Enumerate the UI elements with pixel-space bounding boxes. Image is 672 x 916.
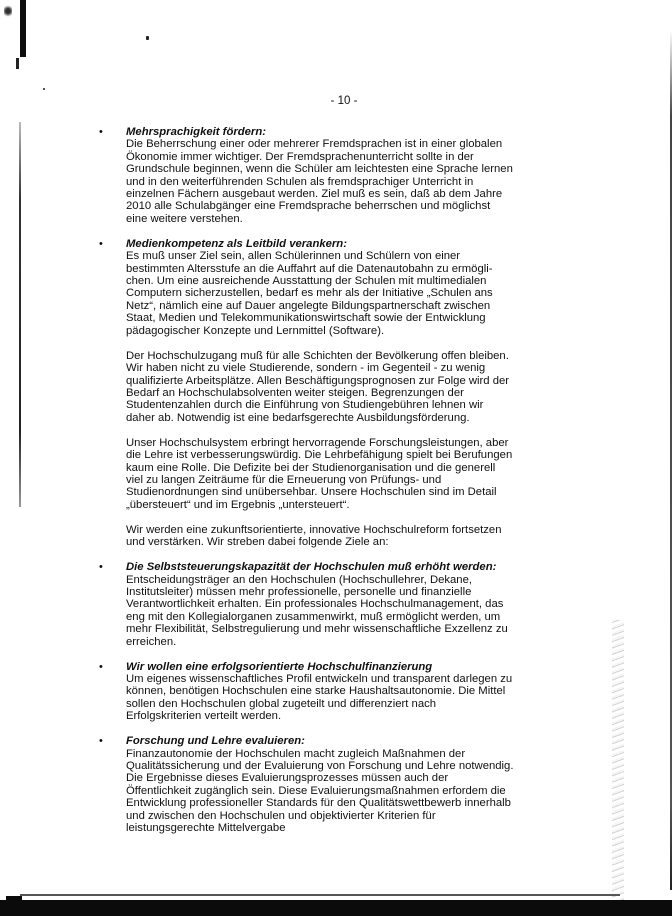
text-line: leistungsgerechte Mittelvergabe [126, 822, 286, 835]
text-line: Verantwortlichkeit erhalten. Ein professionales Hochschulmanagement, das [126, 598, 504, 611]
text-line: Grundschule beginnen, wenn die Schüler am leichtesten eine Sprache lernen [126, 163, 513, 176]
section-spacer [126, 424, 586, 437]
section-spacer [126, 723, 586, 736]
text-line: Entscheidungsträger an den Hochschulen (Hochschullehrer, Dekane, [126, 573, 473, 586]
section-heading: Mehrsprachigkeit fördern: [126, 126, 266, 138]
scan-artifact [4, 4, 12, 18]
text-line: qualifizierte Arbeitsplätze. Allen Beschäftigungsprognosen zur Folge wird der [126, 374, 510, 387]
text-line: Entwicklung professioneller Standards für den Qualitätswettbewerb innerhalb [126, 797, 511, 810]
scan-artifact [43, 88, 45, 90]
bullet-icon: • [99, 126, 103, 138]
text-line: Wir haben nicht zu viele Studierende, sondern - im Gegenteil - zu wenig [126, 362, 486, 375]
text-line: und in den weiterführenden Schulen als fremdsprachiger Unterricht in [126, 175, 474, 188]
section-spacer [126, 337, 586, 350]
paragraph [126, 350, 586, 424]
bullet-icon: • [99, 660, 103, 673]
scan-artifact [20, 0, 26, 57]
bullet-section [99, 561, 586, 648]
scan-artifact [16, 58, 19, 69]
text-line: eng mit den Kollegialorganen zusammenwirkt, muß ermöglicht werden, um [126, 610, 501, 623]
text-line: Die Beherrschung einer oder mehrerer Fremdsprachen ist in einer globalen [126, 138, 503, 151]
text-line: und verstärken. Wir streben dabei folgende Ziele an: [126, 536, 389, 549]
section-spacer [126, 225, 586, 238]
text-line: Institutsleiter) müssen mehr professionelle, personelle und finanzielle [126, 585, 472, 598]
document-body [99, 126, 586, 835]
section-spacer [126, 511, 586, 524]
page-number: - 10 - [330, 95, 358, 107]
section-heading: Medienkompetenz als Leitbild verankern: [126, 237, 347, 250]
bullet-icon: • [99, 735, 103, 748]
section-spacer [126, 648, 586, 661]
text-line: bestimmten Altersstufe an die Auffahrt auf die Datenautobahn zu ermögli- [126, 262, 493, 275]
paragraph [126, 524, 586, 549]
text-line: Qualitätssicherung und der Evaluierung von Forschung und Lehre notwendig. [126, 760, 514, 773]
text-line: „übersteuert“ und im Ergebnis „untersteuert“. [126, 498, 350, 511]
text-line: kaum eine Rolle. Die Defizite bei der Studienorganisation und die generell [126, 461, 496, 474]
bullet-icon: • [99, 561, 103, 574]
text-line: Netz“, nämlich eine auf Dauer angelegte Bildungspartnerschaft zwischen [126, 299, 491, 312]
text-line: Es muß unser Ziel sein, allen Schülerinnen und Schülern von einer [126, 250, 461, 263]
scan-artifact [20, 894, 620, 896]
text-line: daher ab. Notwendig ist eine bedarfsgerechte Ausbildungsförderung. [126, 411, 470, 424]
text-line: Ökonomie immer wichtiger. Der Fremdsprachenunterricht sollte in der [126, 150, 474, 163]
text-line: Unser Hochschulsystem erbringt hervorragende Forschungsleistungen, aber [126, 436, 509, 449]
text-line: 2010 alle Schulabgänger eine Fremdsprache beherrschen und möglichst [126, 200, 491, 213]
bullet-section [99, 660, 586, 723]
bullet-icon: • [99, 237, 103, 250]
text-line: mehr Flexibilität, Selbstregulierung und mehr wissenschaftliche Exzellenz zu [126, 623, 508, 636]
text-line: Computern sicherzustellen, bedarf es mehr als der Initiative „Schulen ans [126, 287, 493, 300]
text-line: viel zu langen Zeiträume für die Erneuerung von Prüfungs- und [126, 473, 442, 486]
bullet-section [99, 735, 586, 835]
section-heading: Wir wollen eine erfolgsorientierte Hochschulfinanzierung [126, 660, 433, 673]
scan-artifact [612, 620, 624, 900]
text-line: eine weitere verstehen. [126, 212, 243, 225]
text-line: Bedarf an Hochschulabsolventen weiter steigen. Begrenzungen der [126, 386, 464, 399]
text-line: können, benötigen Hochschulen eine starke Haushaltsautonomie. Die Mittel [126, 685, 506, 698]
scan-artifact [0, 900, 672, 916]
text-line: Finanzautonomie der Hochschulen macht zugleich Maßnahmen der [126, 747, 466, 760]
text-line: Staat, Medien und Telekommunikationswirtschaft sowie der Entwicklung [126, 312, 486, 325]
text-line: Um eigenes wissenschaftliches Profil entwickeln und transparent darlegen zu [126, 673, 513, 685]
text-line: sollen den Hochschulen global zugeteilt und differenziert nach [126, 697, 437, 710]
text-line: pädagogischer Konzepte und Lernmittel (Software). [126, 324, 385, 337]
paragraph [126, 437, 586, 511]
bullet-section [99, 126, 586, 225]
text-line: Öffentlichkeit zugänglich sein. Diese Evaluierungsmaßnahmen erfordem die [126, 784, 506, 797]
text-line: einzelnen Fächern ausgebaut werden. Ziel muß es sein, daß ab dem Jahre [126, 188, 503, 201]
text-line: Studentenzahlen durch die Einführung von Studiengebühren lehnen wir [126, 399, 484, 412]
text-line: Die Ergebnisse dieses Evaluierungsprozesses müssen auch der [126, 772, 449, 785]
text-line: Der Hochschulzugang muß für alle Schichten der Bevölkerung offen bleiben. [126, 349, 509, 362]
scan-artifact [19, 122, 21, 507]
text-line: und zwischen den Hochschulen und objektivierter Kriterien für [126, 809, 436, 822]
bullet-section [99, 237, 586, 337]
text-line: Wir werden eine zukunftsorientierte, innovative Hochschulreform fortsetzen [126, 523, 502, 536]
text-line: die Lehre ist verbesserungswürdig. Die Lehrbefähigung spielt bei Berufungen [126, 449, 513, 462]
scan-artifact [146, 36, 149, 40]
text-line: Studienordnungen sind unübersehbar. Unsere Hochschulen sind im Detail [126, 486, 497, 499]
section-spacer [126, 549, 586, 562]
section-heading: Forschung und Lehre evaluieren: [126, 735, 305, 748]
text-line: Erfolgskriterien verteilt werden. [126, 710, 282, 723]
text-line: erreichen. [126, 635, 177, 648]
text-line: chen. Um eine ausreichende Ausstattung der Schulen mit multimedialen [126, 275, 487, 288]
section-heading: Die Selbststeuerungskapazität der Hochschulen muß erhöht werden: [126, 561, 497, 574]
